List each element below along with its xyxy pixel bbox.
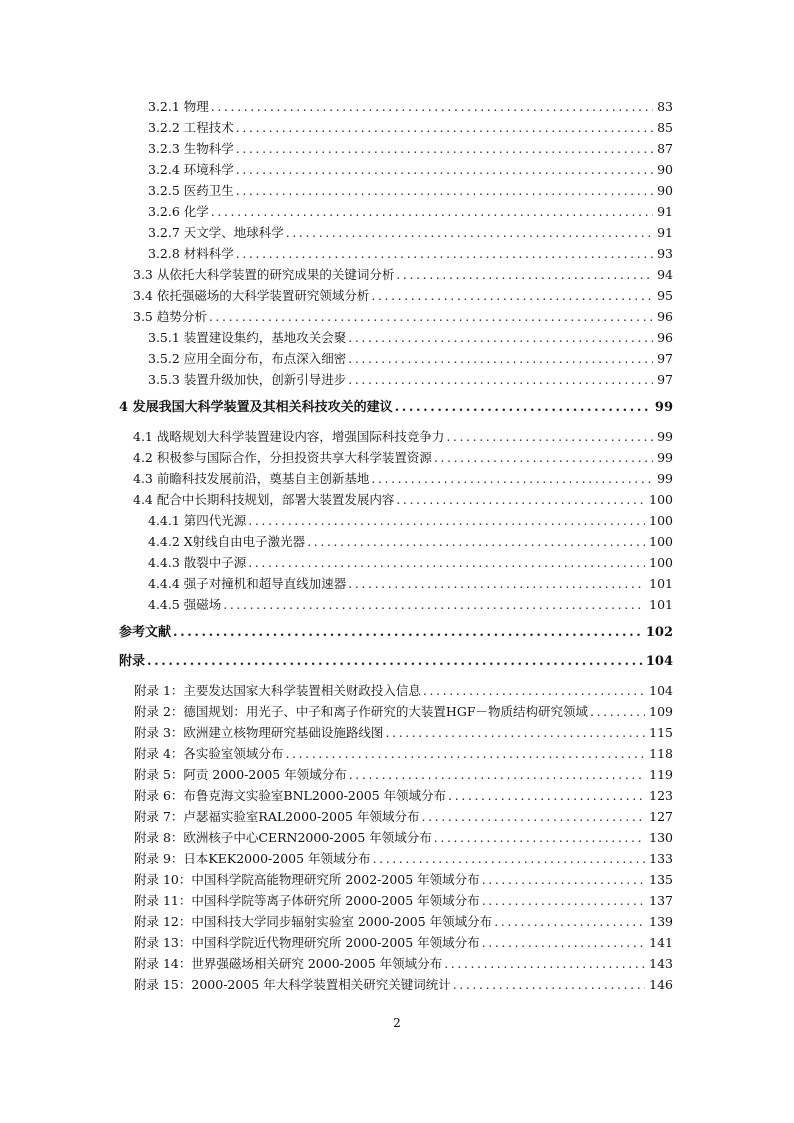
toc-entry-label: 4.4.4 强子对撞机和超导直线加速器 (148, 576, 347, 591)
toc-appendix-entry[interactable] (134, 975, 673, 993)
toc-entry-page: 133 (649, 851, 673, 866)
toc-entry[interactable] (148, 97, 673, 115)
dot-leader (147, 654, 642, 670)
toc-entry-label: 附录 15：2000-2005 年大科学装置相关研究关键词统计 (134, 977, 451, 992)
dot-leader (348, 330, 653, 346)
toc-entry-page: 93 (657, 246, 673, 261)
toc-entry-label: 附录 3：欧洲建立核物理研究基础设施路线图 (134, 725, 384, 740)
toc-entry-label: 3.2.8 材料科学 (148, 246, 234, 261)
dot-leader (385, 725, 645, 741)
toc-entry[interactable] (133, 307, 673, 325)
dot-leader (236, 120, 653, 136)
toc-entry-label: 4.1 战略规划大科学装置建设内容，增强国际科技竞争力 (133, 429, 445, 444)
toc-entry-label: 3.2.2 工程技术 (148, 120, 234, 135)
toc-entry-label: 3.2.7 天文学、地球科学 (148, 225, 284, 240)
dot-leader (248, 513, 645, 529)
toc-entry-label: 参考文献 (119, 625, 172, 640)
toc-appendix-entry[interactable] (134, 933, 673, 951)
toc-entry-page: 109 (649, 704, 673, 719)
toc-entry-page: 135 (649, 872, 673, 887)
toc-entry-label: 3.2.5 医药卫生 (148, 183, 234, 198)
dot-leader (444, 956, 645, 972)
toc-entry-label: 4.3 前瞻科技发展前沿，奠基自主创新基地 (133, 471, 370, 486)
toc-entry-page: 97 (657, 372, 673, 387)
toc-appendix-entry[interactable] (134, 744, 673, 762)
toc-entry-label: 3.5 趋势分析 (133, 309, 207, 324)
toc-entry-label: 4.4.5 强磁场 (148, 597, 222, 612)
dot-leader (349, 767, 645, 783)
toc-entry-page: 96 (657, 309, 673, 324)
toc-entry-label: 附录 11：中国科学院等离子体研究所 2000-2005 年领域分布 (134, 893, 480, 908)
toc-chapter-entry[interactable] (119, 398, 673, 416)
dot-leader (453, 977, 645, 993)
toc-appendix-entry[interactable] (134, 765, 673, 783)
toc-entry-page: 100 (649, 534, 673, 549)
toc-entry-label: 附录 2：德国规划：用光子、中子和离子作研究的大装置HGF－物质结构研究领域 (134, 704, 588, 719)
toc-entry-label: 3.2.1 物理 (148, 99, 209, 114)
toc-entry[interactable] (148, 328, 673, 346)
dot-leader (371, 288, 653, 304)
dot-leader (223, 597, 645, 613)
toc-entry[interactable] (148, 553, 673, 571)
toc-entry-label: 附录 8：欧洲核子中心CERN2000-2005 年领域分布 (134, 830, 432, 845)
toc-entry[interactable] (148, 244, 673, 262)
toc-entry-label: 附录 12：中国科技大学同步辐射实验室 2000-2005 年领域分布 (134, 914, 493, 929)
toc-entry-label: 附录 10：中国科学院高能物理研究所 2002-2005 年领域分布 (134, 872, 480, 887)
toc-chapter-entry[interactable] (119, 652, 673, 670)
toc-entry-label: 4 发展我国大科学装置及其相关科技攻关的建议 (119, 400, 393, 415)
toc-entry-label: 4.2 积极参与国际合作，分担投资共享大科学装置资源 (133, 450, 432, 465)
toc-entry-label: 4.4 配合中长期科技规划，部署大装置发展内容 (133, 492, 395, 507)
toc-entry-page: 91 (657, 204, 673, 219)
dot-leader (236, 246, 653, 262)
page-number: 2 (393, 1016, 401, 1030)
toc-entry[interactable] (148, 202, 673, 220)
toc-entry-page: 146 (649, 977, 673, 992)
toc-appendix-entry[interactable] (134, 702, 673, 720)
toc-appendix-entry[interactable] (134, 807, 673, 825)
toc-appendix-entry[interactable] (134, 912, 673, 930)
dot-leader (446, 429, 653, 445)
dot-leader (373, 851, 646, 867)
toc-entry-page: 118 (649, 746, 673, 761)
dot-leader (482, 935, 645, 951)
dot-leader (395, 400, 651, 416)
toc-entry[interactable] (148, 595, 673, 613)
toc-entry-label: 3.5.2 应用全面分布，布点深入细密 (148, 351, 347, 366)
toc-entry-page: 100 (649, 555, 673, 570)
toc-entry-label: 附录 1：主要发达国家大科学装置相关财政投入信息 (134, 683, 421, 698)
toc-entry[interactable] (133, 265, 673, 283)
toc-entry-label: 3.3 从依托大科学装置的研究成果的关键词分析 (133, 267, 395, 282)
dot-leader (371, 471, 653, 487)
dot-leader (434, 450, 653, 466)
toc-appendix-entry[interactable] (134, 828, 673, 846)
dot-leader (494, 914, 645, 930)
toc-entry-label: 3.5.1 装置建设集约，基地攻关会聚 (148, 330, 347, 345)
toc-entry[interactable] (148, 511, 673, 529)
toc-entry-page: 95 (657, 288, 673, 303)
toc-entry-label: 附录 (119, 654, 146, 669)
dot-leader (434, 830, 645, 846)
toc-entry-page: 127 (649, 809, 673, 824)
dot-leader (236, 183, 653, 199)
toc-entry[interactable] (148, 181, 673, 199)
dot-leader (307, 534, 645, 550)
toc-entry-page: 119 (649, 767, 673, 782)
toc-entry[interactable] (148, 139, 673, 157)
toc-entry-page: 90 (657, 183, 673, 198)
toc-entry-label: 附录 5：阿贡 2000-2005 年领域分布 (134, 767, 347, 782)
toc-entry[interactable] (133, 286, 673, 304)
toc-entry-page: 87 (657, 141, 673, 156)
toc-entry[interactable] (133, 490, 673, 508)
toc-entry-label: 3.2.3 生物科学 (148, 141, 234, 156)
toc-entry-label: 3.5.3 装置升级加快，创新引导进步 (148, 372, 347, 387)
toc-entry[interactable] (148, 223, 673, 241)
dot-leader (173, 625, 642, 641)
toc-appendix-entry[interactable] (134, 870, 673, 888)
dot-leader (286, 225, 653, 241)
toc-appendix-entry[interactable] (134, 891, 673, 909)
toc-entry-label: 4.4.3 散裂中子源 (148, 555, 247, 570)
toc-entry-page: 97 (657, 351, 673, 366)
toc-entry[interactable] (148, 349, 673, 367)
dot-leader (396, 492, 645, 508)
dot-leader (396, 267, 653, 283)
toc-entry-page: 85 (657, 120, 673, 135)
dot-leader (348, 351, 653, 367)
toc-entry-page: 99 (657, 471, 673, 486)
toc-entry-label: 3.2.4 环境科学 (148, 162, 234, 177)
toc-entry[interactable] (133, 427, 673, 445)
toc-entry-label: 附录 13：中国科学院近代物理研究所 2000-2005 年领域分布 (134, 935, 480, 950)
toc-appendix-entry[interactable] (134, 786, 673, 804)
toc-entry-label: 4.4.2 X射线自由电子激光器 (148, 534, 306, 549)
dot-leader (211, 99, 653, 115)
toc-entry-page: 139 (649, 914, 673, 929)
toc-entry-page: 100 (649, 513, 673, 528)
toc-entry[interactable] (148, 370, 673, 388)
dot-leader (236, 162, 653, 178)
toc-appendix-entry[interactable] (134, 681, 673, 699)
dot-leader (285, 746, 645, 762)
toc-entry-page: 141 (649, 935, 673, 950)
toc-entry[interactable] (148, 160, 673, 178)
dot-leader (422, 809, 646, 825)
toc-chapter-entry[interactable] (119, 623, 673, 641)
toc-entry-page: 123 (649, 788, 673, 803)
dot-leader (209, 309, 653, 325)
toc-entry-page: 96 (657, 330, 673, 345)
dot-leader (423, 683, 645, 699)
toc-entry-page: 91 (657, 225, 673, 240)
toc-entry-label: 附录 7：卢瑟福实验室RAL2000-2005 年领域分布 (134, 809, 420, 824)
toc-entry-page: 101 (649, 597, 673, 612)
toc-entry-page: 104 (645, 654, 673, 669)
toc-entry-label: 附录 4：各实验室领域分布 (134, 746, 284, 761)
toc-entry-page: 83 (657, 99, 673, 114)
toc-entry-page: 100 (649, 492, 673, 507)
toc-entry[interactable] (148, 118, 673, 136)
toc-entry[interactable] (133, 469, 673, 487)
toc-entry[interactable] (148, 532, 673, 550)
toc-entry[interactable] (148, 574, 673, 592)
toc-entry-page: 99 (657, 429, 673, 444)
toc-entry-page: 115 (649, 725, 673, 740)
toc-entry-page: 137 (649, 893, 673, 908)
toc-appendix-entry[interactable] (134, 723, 673, 741)
toc-entry-label: 3.4 依托强磁场的大科学装置研究领域分析 (133, 288, 370, 303)
toc-entry-label: 3.2.6 化学 (148, 204, 209, 219)
dot-leader (348, 372, 653, 388)
toc-entry-page: 101 (649, 576, 673, 591)
dot-leader (590, 704, 645, 720)
dot-leader (448, 788, 645, 804)
toc-entry-page: 130 (649, 830, 673, 845)
toc-entry[interactable] (133, 448, 673, 466)
dot-leader (482, 872, 645, 888)
toc-entry-label: 附录 9：日本KEK2000-2005 年领域分布 (134, 851, 371, 866)
toc-entry-page: 102 (645, 625, 673, 640)
toc-entry-page: 99 (657, 450, 673, 465)
dot-leader (211, 204, 653, 220)
toc-entry-page: 104 (649, 683, 673, 698)
dot-leader (348, 576, 645, 592)
dot-leader (236, 141, 653, 157)
toc-entry-page: 143 (649, 956, 673, 971)
toc-appendix-entry[interactable] (134, 954, 673, 972)
toc-entry-page: 90 (657, 162, 673, 177)
toc-entry-label: 附录 14：世界强磁场相关研究 2000-2005 年领域分布 (134, 956, 443, 971)
toc-entry-page: 94 (657, 267, 673, 282)
dot-leader (248, 555, 645, 571)
toc-entry-label: 4.4.1 第四代光源 (148, 513, 247, 528)
toc-entry-page: 99 (654, 400, 673, 415)
dot-leader (482, 893, 645, 909)
toc-appendix-entry[interactable] (134, 849, 673, 867)
toc-entry-label: 附录 6：布鲁克海文实验室BNL2000-2005 年领域分布 (134, 788, 447, 803)
